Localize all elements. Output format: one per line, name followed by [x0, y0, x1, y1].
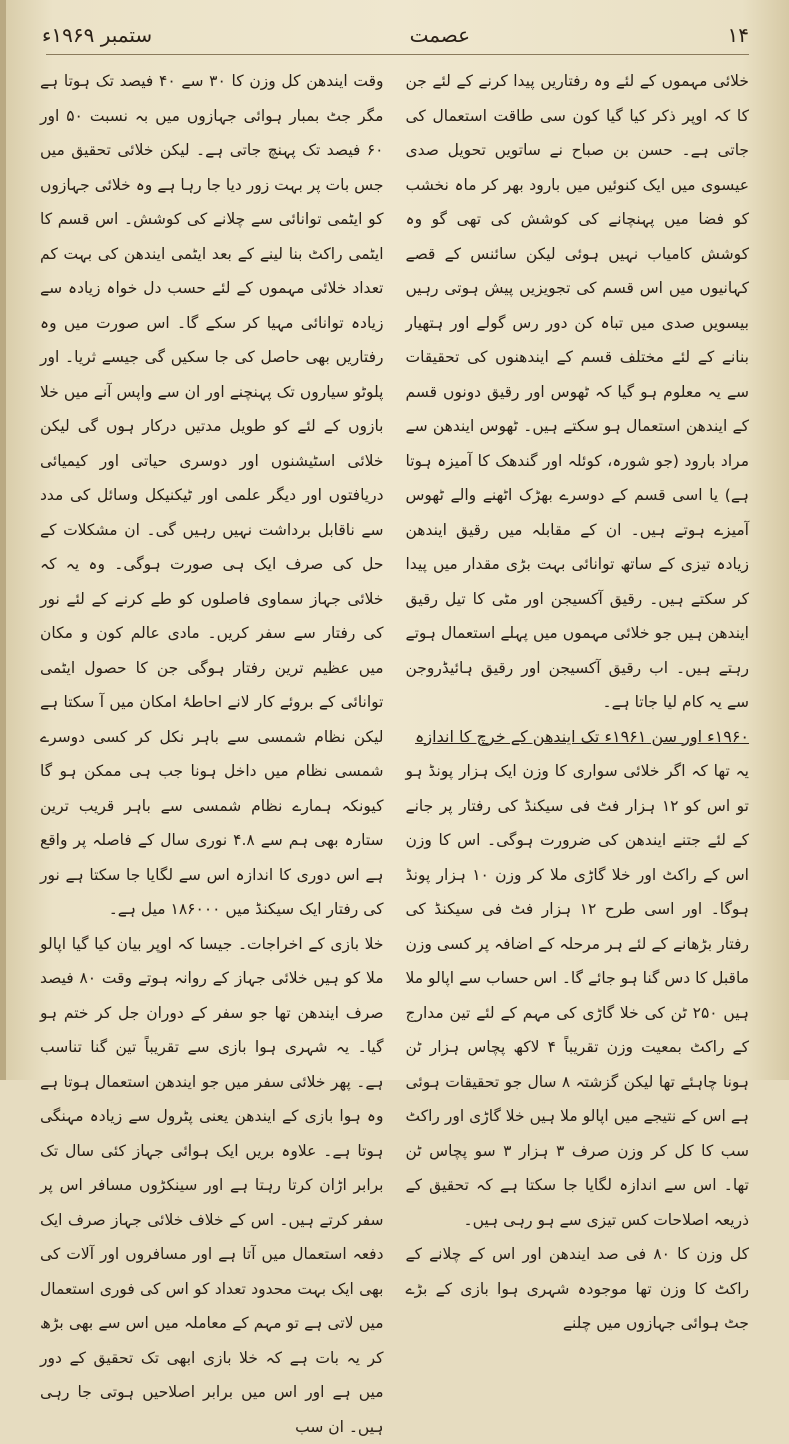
issue-date: ستمبر ۱۹۶۹ء [42, 23, 152, 47]
text-columns [40, 64, 749, 1060]
right-paragraph-2: یہ تھا کہ اگر خلائی سواری کا وزن ایک ہزار پونڈ ہو تو اس کو ۱۲ ہزار فٹ فی سیکنڈ کی رفتار پر جانے کے لئے جتنے ایندھن کی ضرورت ہوگی۔ اس کا وزن اس کے راکٹ اور خلا گاڑی ملا کر وزن ۱۰ ہزار پونڈ ہوگا۔ اور اسی طرح ۱۲ ہزار فٹ فی سیکنڈ کی رفتار بڑھانے کے لئے ہر مرحلہ کے اضافہ پر کسی وزن ماقبل کا دس گنا ہو جائے گا۔ اس حساب سے اپالو ملا ہیں ۲۵۰ ٹن کی خلا گاڑی کی مہم کے لئے تین مدارج کے راکٹ بمعیت وزن تقریباً ۴ لاکھ پچاس ہزار ٹن ہونا چاہئے تھا لیکن گزشتہ ۸ سال جو تحقیقات ہوئی ہے اس کے نتیجے میں اپالو ملا ہیں خلا گاڑی اور راکٹ سب کا کل کر وزن صرف ۳ ہزار ۳ سو پچاس ٹن تھا۔ اس سے اندازہ لگایا جا سکتا ہے کہ تحقیق کے ذریعہ اصلاحات کس تیزی سے ہو رہی ہیں۔ [406, 754, 750, 1237]
section-subheading: ۱۹۶۰ء اور سن ۱۹۶۱ء تک ایندھن کے خرچ کا اندازہ [406, 720, 750, 755]
page-header [42, 18, 749, 52]
page-number: ۱۴ [728, 23, 749, 47]
left-paragraph-1: وقت ایندھن کل وزن کا ۳۰ سے ۴۰ فیصد تک ہوتا ہے مگر جٹ بمبار ہوائی جہازوں میں بہ نسبت ۵۰ اور ۶۰ فیصد تک پہنچ جاتی ہے۔ لیکن خلائی تحقیق میں جس بات پر بہت زور دیا جا رہا ہے وہ خلائی جہازوں کو ایٹمی توانائی سے چلانے کی کوشش۔ اس قسم کا ایٹمی راکٹ بنا لینے کے بعد ایٹمی ایندھن کی بہت کم تعداد خلائی مہموں کے لئے حسب دل خواہ زیادہ سے زیادہ توانائی مہیا کر سکے گا۔ اس صورت میں وہ رفتاریں بھی حاصل کی جا سکیں گی جیسے ثریا۔ اور پلوٹو سیاروں تک پہنچنے اور ان سے واپس آنے میں خلا بازوں کے لئے کو طویل مدتیں درکار ہوں گی لیکن خلائی اسٹیشنوں اور دوسری حیاتی اور کیمیائی دریافتوں اور دیگر علمی اور ٹیکنیکل وسائل کی مدد سے ناقابل برداشت نہیں رہیں گی۔ ان مشکلات کے حل کی صرف ایک ہی صورت ہوگی۔ وہ یہ کہ خلائی جہاز سماوی فاصلوں کو طے کرنے کے لئے نور کی رفتار سے سفر کریں۔ مادی عالم کون و مکان میں عظیم ترین رفتار ہوگی جن کا حصول ایٹمی توانائی کے بروئے کار لانے احاطۂ امکان میں آ سکتا ہے لیکن نظام شمسی سے باہر نکل کر کسی دوسرے شمسی نظام میں داخل ہونا جب ہی ممکن ہو گا کیونکہ ہمارے نظام شمسی سے باہر قریب ترین ستارہ بھی ہم سے ۴.۸ نوری سال کے فاصلہ پر واقع ہے اس دوری کا اندازہ اس سے لگایا جا سکتا ہے نور کی رفتار ایک سیکنڈ میں ۱۸۶۰۰۰ میل ہے۔ [40, 64, 384, 927]
right-paragraph-3: کل وزن کا ۸۰ فی صد ایندھن اور اس کے چلانے کے راکٹ کا وزن تھا موجودہ شہری ہوا بازی کے بڑے جٹ ہوائی جہازوں میں چلنے [406, 1237, 750, 1341]
magazine-title: عصمت [410, 23, 470, 47]
left-paragraph-2: خلا بازی کے اخراجات۔ جیسا کہ اوپر بیان کیا گیا اپالو ملا کو ہیں خلائی جہاز کے روانہ ہوتے وقت ۸۰ فیصد صرف ایندھن تھا جو سفر کے دوران جل کر ختم ہو گیا۔ یہ شہری ہوا بازی سے تقریباً تین گنا تناسب ہے۔ پھر خلائی سفر میں جو ایندھن استعمال ہوتا ہے وہ ہوا بازی کے ایندھن یعنی پٹرول سے زیادہ مہنگی ہوتا ہے۔ علاوہ بریں ایک ہوائی جہاز کئی سال تک برابر اڑان کرتا رہتا ہے اور سینکڑوں مسافر اس پر سفر کرتے ہیں۔ اس کے خلاف خلائی جہاز صرف ایک دفعہ استعمال میں آتا ہے اور مسافروں اور آلات کی بھی ایک بہت محدود تعداد کو اس کی فوری استعمال میں لاتی ہے تو مہم کے معاملہ میں اس سے بھی بڑھ کر یہ بات ہے کہ خلا بازی ابھی تک تحقیق کے دور میں ہے اور اس میں برابر اصلاحیں ہوتی جا رہی ہیں۔ ان سب [40, 927, 384, 1444]
right-column [406, 64, 750, 1060]
right-paragraph-1: خلائی مہموں کے لئے وہ رفتاریں پیدا کرنے کے لئے جن کا کہ اوپر ذکر کیا گیا کون سی طاقت استعمال کی جاتی ہے۔ حسن بن صباح نے ساتویں تحویل صدی عیسوی میں ایک کنوئیں میں بارود بھر کر ماہ نخشب کو فضا میں پہنچانے کی کوشش کی تھی گو وہ کوشش کامیاب نہیں ہوئی لیکن سائنس کے قصے کہانیوں میں اس قسم کی تجویزیں پیش ہوتی رہیں بیسویں صدی میں تباہ کن دور رس گولے اور ہتھیار بنانے کے لئے مختلف قسم کے ایندھنوں کی تحقیقات سے یہ معلوم ہو گیا کہ ٹھوس اور رقیق دونوں قسم کے ایندھن استعمال ہو سکتے ہیں۔ ٹھوس ایندھن سے مراد بارود (جو شورہ، کوئلہ اور گندھک کا آمیزہ ہوتا ہے) یا اسی قسم کے دوسرے بھڑک اٹھنے والے ٹھوس آمیزے ہوتے ہیں۔ ان کے مقابلہ میں رقیق ایندھن زیادہ تیزی کے ساتھ توانائی بہت بڑی مقدار میں پیدا کر سکتے ہیں۔ رقیق آکسیجن اور مٹی کا تیل رقیق ایندھن ہیں جو خلائی مہموں میں پہلے استعمال ہوتے رہتے ہیں۔ اب رقیق آکسیجن اور رقیق ہائیڈروجن سے یہ کام لیا جاتا ہے۔ [406, 64, 750, 720]
header-rule [46, 54, 749, 55]
left-column [40, 64, 384, 1060]
